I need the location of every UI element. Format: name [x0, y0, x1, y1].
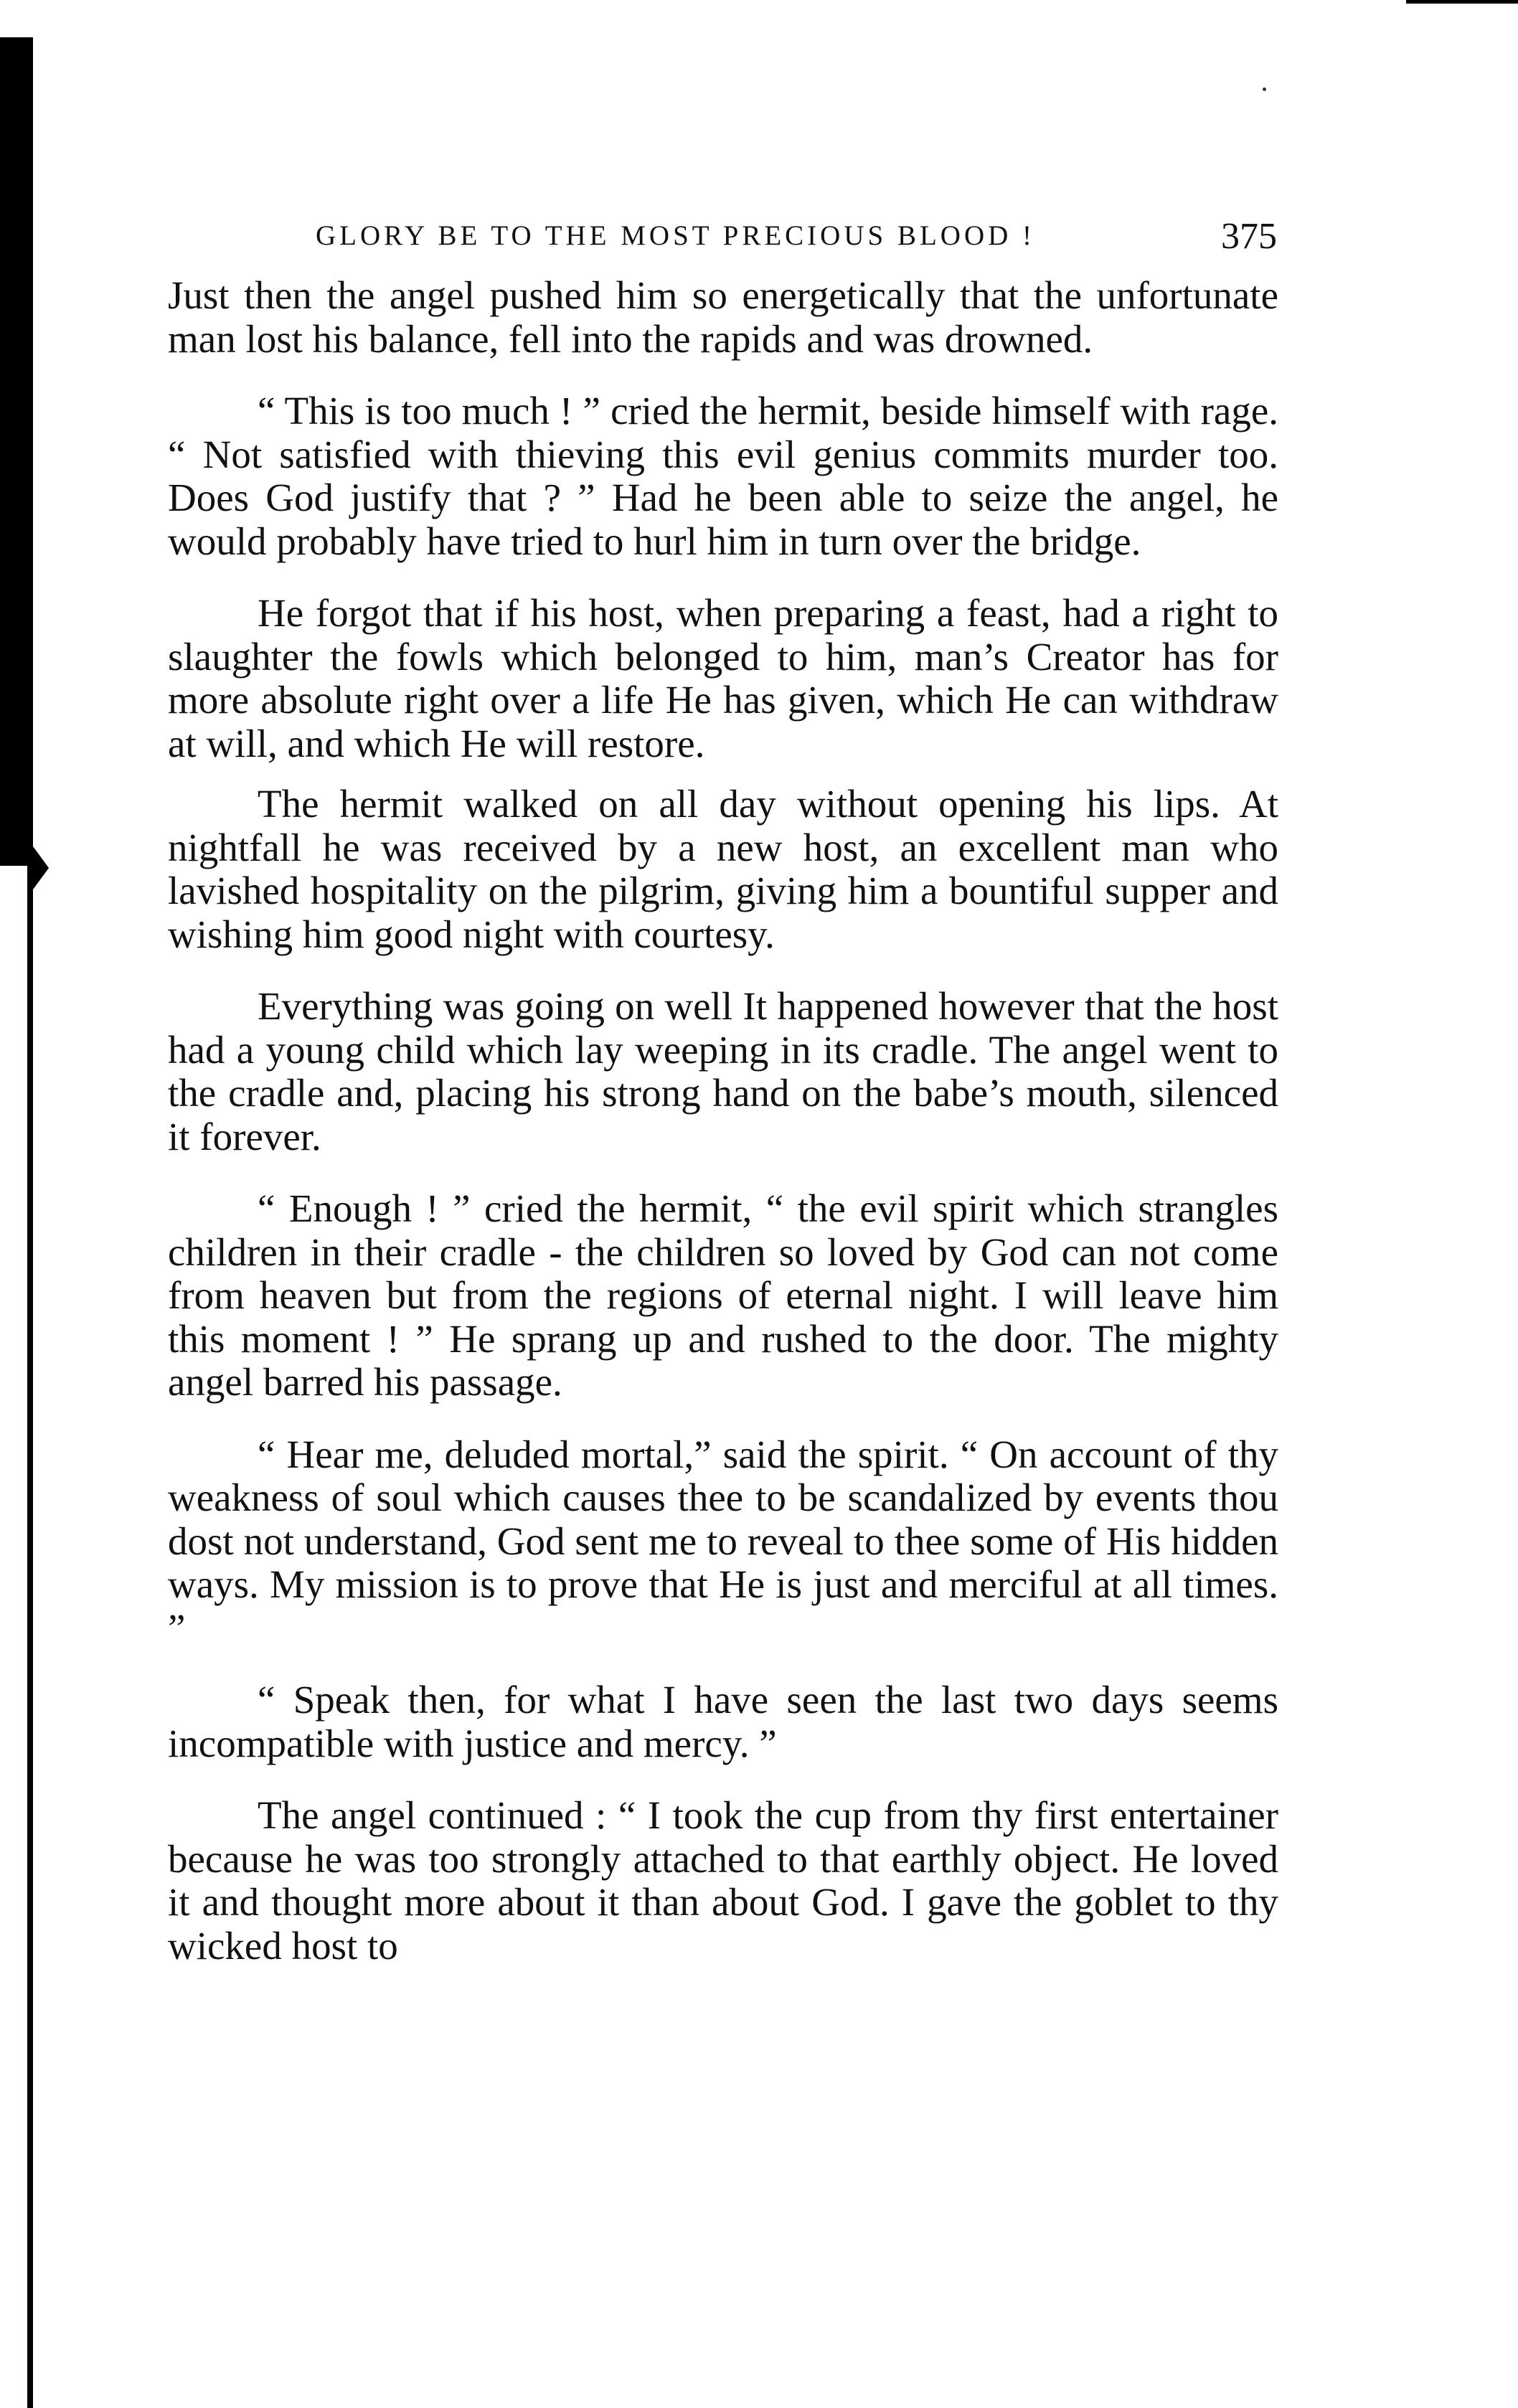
binding-shadow: [0, 37, 33, 866]
running-head: GLORY BE TO THE MOST PRECIOUS BLOOD !: [316, 220, 1036, 251]
paragraph: “ Hear me, deluded mortal,” said the spirit. “ On account of thy weakness of soul which causes thee to be scandalized by events thou dost not understand, God sent me to reveal to thee some of His hidden ways. My mission is to prove that He is just and merciful at all times. ”: [168, 1432, 1278, 1650]
paragraph: The angel continued : “ I took the cup from thy first entertainer because he was too strongly attached to that earthly object. He loved it and thought more about it than about God. I gave the goblet to thy wicked host to: [168, 1793, 1278, 1968]
paragraph: “ Enough ! ” cried the hermit, “ the evil spirit which strangles children in their cradle - the children so loved by God can not come from heaven but from the regions of eternal night. I will leave him this moment ! ” He sprang up and rushed to the door. The mighty angel barred his passage.: [168, 1186, 1278, 1404]
paragraph: “ This is too much ! ” cried the hermit, beside himself with rage. “ Not satisfied with thieving this evil genius commits murder too. Does God justify that ? ” Had he been able to seize the angel, he would probably have tried to hurl him in turn over the bridge.: [168, 389, 1278, 563]
paragraph: Everything was going on well It happened however that the host had a young child which lay weeping in its cradle. The angel went to the cradle and, placing his strong hand on the babe’s mouth, silenced it forever.: [168, 984, 1278, 1158]
scan-speck: [1263, 88, 1266, 91]
paragraph: “ Speak then, for what I have seen the last two days seems incompatible with justice and mercy. ”: [168, 1678, 1278, 1765]
binding-edge-line: [27, 866, 33, 2408]
scan-edge-rule: [1406, 0, 1518, 4]
page-header: [316, 216, 1277, 263]
page-number: 375: [1221, 216, 1277, 257]
body-text: [168, 274, 1278, 1968]
paragraph: He forgot that if his host, when preparing a feast, had a right to slaughter the fowls which belonged to him, man’s Creator has for more absolute right over a life He has given, which He can withdraw at will, and which He will restore.: [168, 591, 1278, 765]
paragraph: The hermit walked on all day without opening his lips. At nightfall he was received by a new host, an excellent man who lavished hospitality on the pilgrim, giving him a bountiful supper and wishing him good night with courtesy.: [168, 782, 1278, 956]
binding-shadow-notch: [33, 846, 49, 889]
paragraph-continued: Just then the angel pushed him so energetically that the unfortunate man lost his balance, fell into the rapids and was drowned.: [168, 273, 1278, 361]
